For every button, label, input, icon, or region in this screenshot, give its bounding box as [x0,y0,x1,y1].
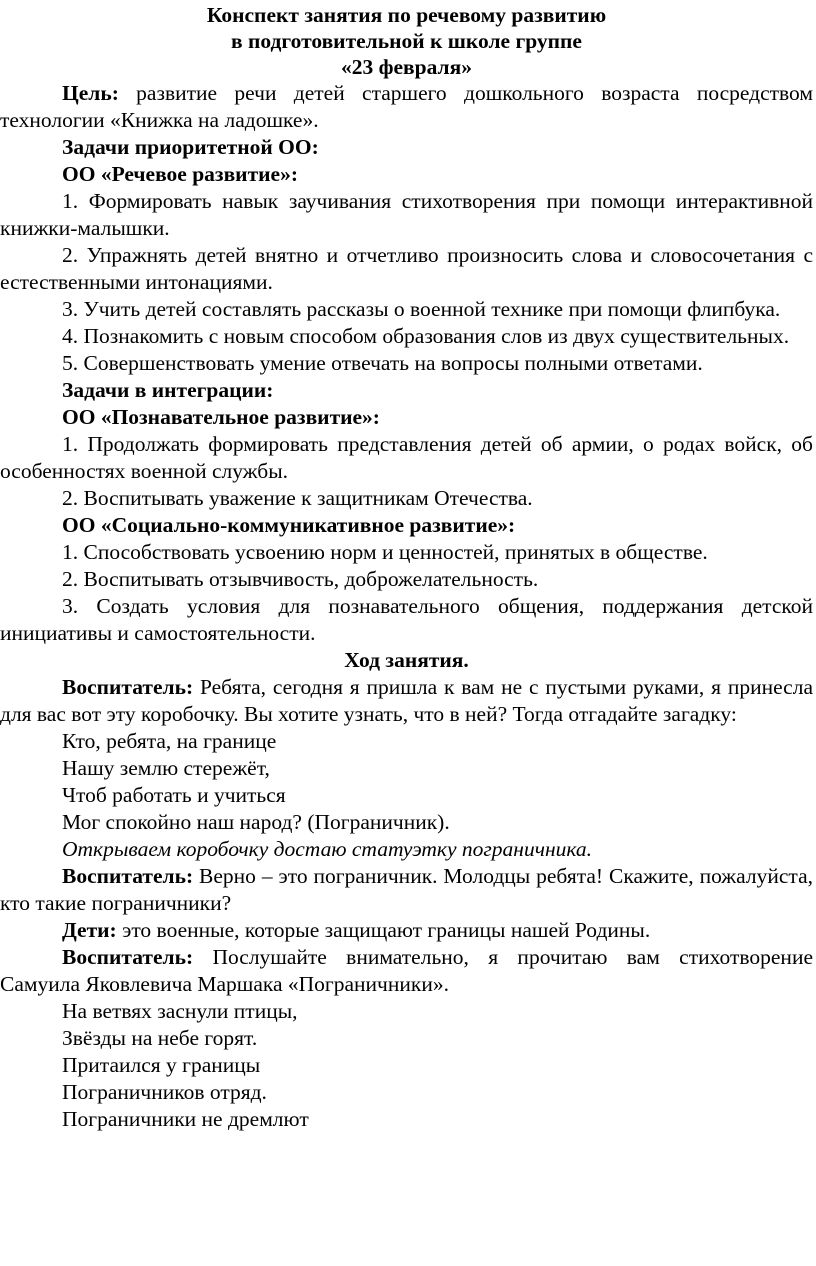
riddle-line: Нашу землю стережёт, [62,756,270,780]
teacher-line [0,674,813,728]
goal-label: Цель: [62,81,119,105]
cognitive-development-heading: ОО «Познавательное развитие»: [62,405,380,429]
riddle-line: Мог спокойно наш народ? (Пограничник). [62,810,450,834]
children-label: Дети: [62,918,117,942]
lesson-heading: Ход занятия. [344,648,469,672]
social-task-item: 1. Способствовать усвоению норм и ценностей, принятых в обществе. [62,540,708,564]
document-title-line-3: «23 февраля» [341,55,472,79]
speech-development-heading: ОО «Речевое развитие»: [62,162,298,186]
document-title-line-2: в подготовительной к школе группе [231,29,582,53]
stage-direction: Открываем коробочку достаю статуэтку пограничника. [62,837,593,861]
priority-tasks-heading: Задачи приоритетной ОО: [62,135,319,159]
social-development-heading: ОО «Социально-коммуникативное развитие»: [62,513,516,537]
social-task-item: 2. Воспитывать отзывчивость, доброжелательность. [62,567,539,591]
priority-task-item: 1. Формировать навык заучивания стихотворения при помощи интерактивной книжки-малышки. [0,189,813,240]
riddle-line: Чтоб работать и учиться [62,783,286,807]
poem-line: Притаился у границы [62,1053,261,1077]
poem-line: Пограничники не дремлют [62,1107,309,1131]
teacher-line [0,944,813,998]
goal-paragraph [0,80,813,134]
riddle-line: Кто, ребята, на границе [62,729,277,753]
cognitive-task-item: 2. Воспитывать уважение к защитникам Отечества. [62,486,533,510]
poem-line: Пограничников отряд. [62,1080,267,1104]
goal-text: развитие речи детей старшего дошкольного возраста посредством технологии «Книжка на ладошке». [0,81,813,132]
poem-line: На ветвях заснули птицы, [62,999,298,1023]
teacher-speech: Послушайте внимательно, я прочитаю вам стихотворение Самуила Яковлевича Маршака «Пограничники». [0,945,813,996]
document-body [0,2,813,1133]
priority-task-item: 2. Упражнять детей внятно и отчетливо произносить слова и словосочетания с естественными интонациями. [0,243,813,294]
children-line [0,917,813,944]
cognitive-task-item: 1. Продолжать формировать представления детей об армии, о родах войск, об особенностях военной службы. [0,432,813,483]
poem-line: Звёзды на небе горят. [62,1026,258,1050]
teacher-label: Воспитатель: [62,945,194,969]
teacher-line [0,863,813,917]
teacher-speech: Ребята, сегодня я пришла к вам не с пустыми руками, я принесла для вас вот эту коробочку. Вы хотите узнать, что в ней? Тогда отгадайте загадку: [0,675,813,726]
priority-task-item: 3. Учить детей составлять рассказы о военной технике при помощи флипбука. [62,297,781,321]
children-speech: это военные, которые защищают границы нашей Родины. [116,918,651,942]
integration-tasks-heading: Задачи в интеграции: [62,378,274,402]
priority-task-item: 4. Познакомить с новым способом образования слов из двух существительных. [62,324,790,348]
document-title-line-1: Конспект занятия по речевому развитию [206,3,607,27]
teacher-label: Воспитатель: [62,864,194,888]
priority-task-item: 5. Совершенствовать умение отвечать на вопросы полными ответами. [62,351,703,375]
teacher-label: Воспитатель: [62,675,194,699]
teacher-speech: Верно – это пограничник. Молодцы ребята! Скажите, пожалуйста, кто такие пограничники? [0,864,813,915]
social-task-item: 3. Создать условия для познавательного общения, поддержания детской инициативы и самостоятельности. [0,594,813,645]
